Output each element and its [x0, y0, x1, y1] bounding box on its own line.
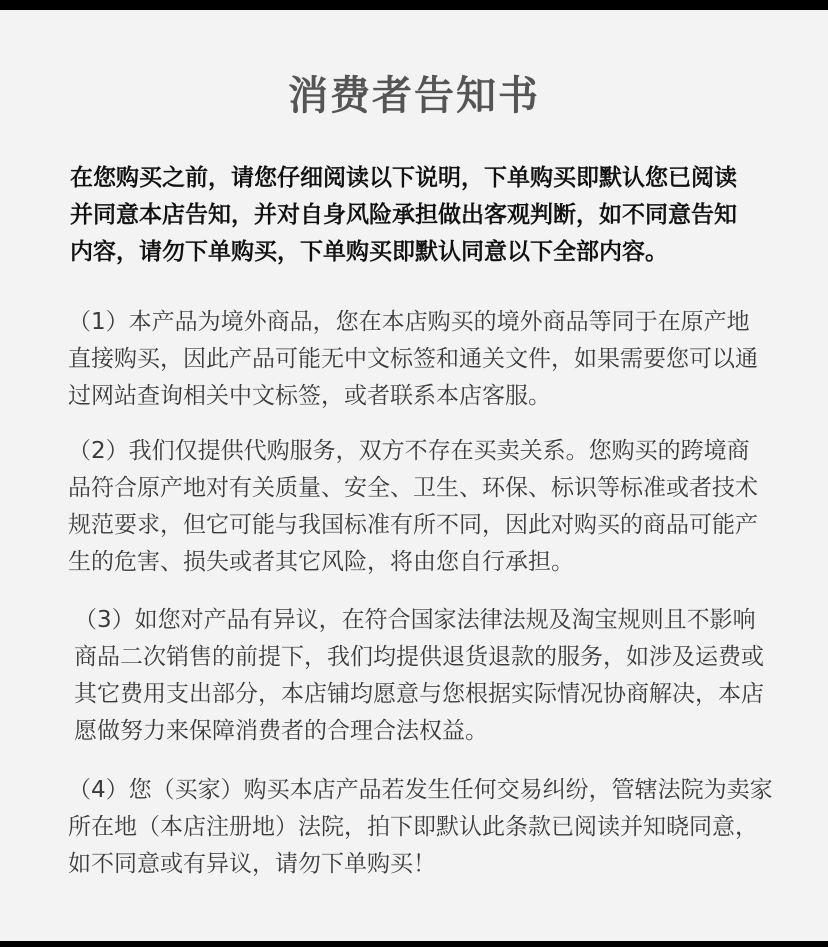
clause-line: 品符合原产地对有关质量、安全、卫生、环保、标识等标准或者技术 [68, 475, 758, 501]
clause-line: 直接购买，因此产品可能无中文标签和通关文件，如果需要您可以通 [68, 346, 758, 372]
clause-line: （3）如您对产品有异议，在符合国家法律法规及淘宝规则且不影响 [74, 607, 756, 633]
clause-line: 过网站查询相关中文标签，或者联系本店客服。 [68, 383, 551, 409]
clause-line: （1）本产品为境外商品，您在本店购买的境外商品等同于在原产地 [68, 309, 750, 335]
bottom-border [0, 941, 828, 947]
clause-line: 其它费用支出部分，本店铺均愿意与您根据实际情况协商解决，本店 [74, 681, 764, 707]
clause-line: 愿做努力来保障消费者的合理合法权益。 [74, 718, 488, 744]
notice-document [0, 10, 828, 941]
clause-line: 生的危害、损失或者其它风险，将由您自行承担。 [68, 549, 574, 575]
intro-paragraph [70, 160, 770, 271]
intro-line: 并同意本店告知，并对自身风险承担做出客观判断，如不同意告知 [70, 202, 737, 228]
clause-line: （4）您（买家）购买本店产品若发生任何交易纠纷，管辖法院为卖家 [68, 777, 773, 803]
clause-4 [68, 772, 808, 883]
clause-1 [68, 304, 808, 415]
clause-2 [68, 433, 808, 581]
intro-line: 内容，请勿下单购买，下单购买即默认同意以下全部内容。 [70, 239, 668, 265]
clause-3 [74, 602, 814, 750]
clause-line: （2）我们仅提供代购服务，双方不存在买卖关系。您购买的跨境商 [68, 438, 750, 464]
top-border [0, 0, 828, 10]
intro-line: 在您购买之前，请您仔细阅读以下说明，下单购买即默认您已阅读 [70, 165, 737, 191]
clause-line: 如不同意或有异议，请勿下单购买！ [68, 851, 436, 877]
page-title: 消费者告知书 [288, 73, 540, 119]
clause-line: 商品二次销售的前提下，我们均提供退货退款的服务，如涉及运费或 [74, 644, 764, 670]
clause-line: 所在地（本店注册地）法院，拍下即默认此条款已阅读并知晓同意， [68, 814, 758, 840]
clause-line: 规范要求，但它可能与我国标准有所不同，因此对购买的商品可能产 [68, 512, 758, 538]
